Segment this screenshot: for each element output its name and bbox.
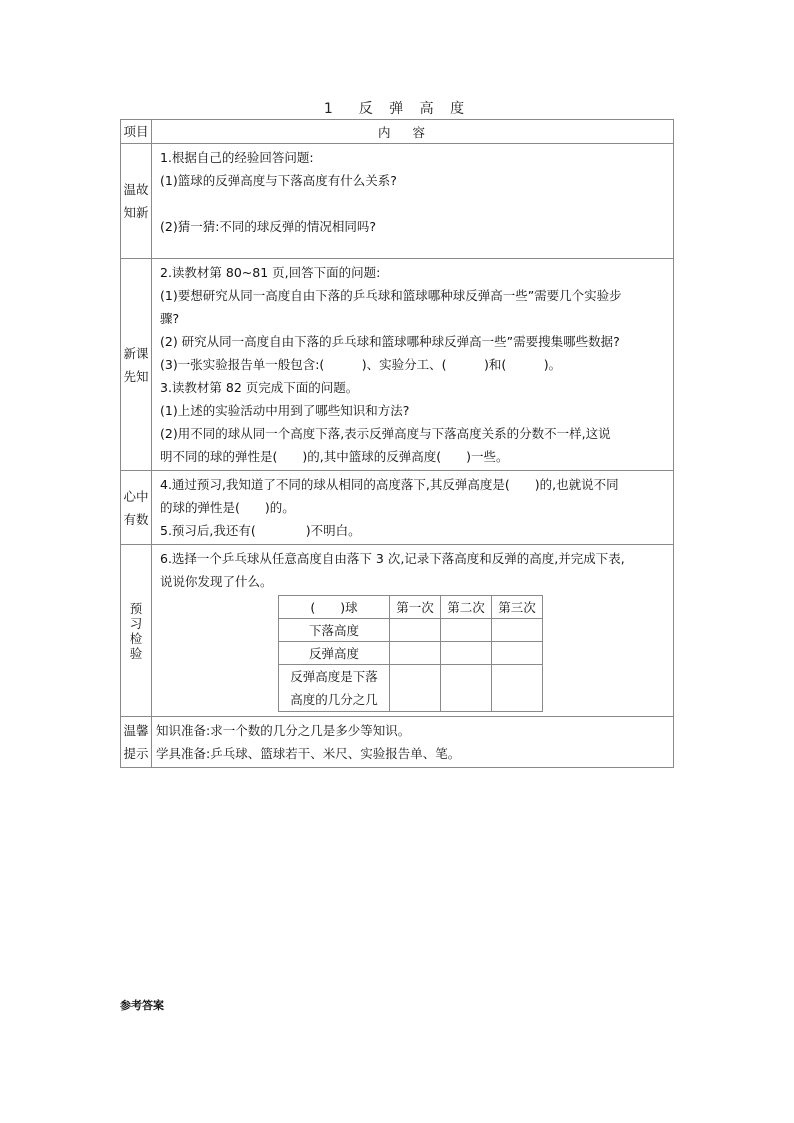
tip-line: 学具准备:乒乓球、篮球若干、米尺、实验报告单、笔。 [156, 746, 461, 761]
ball-type-cell[interactable]: ( )球 [279, 596, 390, 619]
section-label: 温馨 提示 [121, 717, 152, 768]
record-row-ratio [279, 665, 543, 712]
record-input-cell[interactable] [390, 642, 441, 665]
section-label: 心中 有数 [121, 471, 152, 545]
record-header-row [279, 596, 543, 619]
header-content: 内容 [152, 120, 674, 144]
table-header-row [121, 120, 674, 144]
section-label: 新课 先知 [121, 259, 152, 471]
record-input-cell[interactable] [492, 619, 543, 642]
trial-2-header: 第二次 [441, 596, 492, 619]
section-preview-test [121, 545, 674, 717]
question-line: 3.读教材第 82 页完成下面的问题。 [160, 380, 359, 395]
document-title: 1 反 弹 高 度 [323, 101, 471, 117]
fill-blank-line[interactable]: 4.通过预习,我知道了不同的球从相同的高度落下,其反弹高度是( )的,也就说不同 [160, 477, 619, 492]
tip-line: 知识准备:求一个数的几分之几是多少等知识。 [156, 723, 411, 738]
record-input-cell[interactable] [441, 665, 492, 712]
fill-blank-line[interactable]: 5.预习后,我还有( )不明白。 [160, 523, 361, 538]
question-line: (1)上述的实验活动中用到了哪些知识和方法? [160, 403, 410, 418]
record-input-cell[interactable] [441, 619, 492, 642]
question-line: (2) 研究从同一高度自由下落的乒乓球和篮球哪种球反弹高一些”需要搜集哪些数据? [160, 334, 620, 349]
record-row-bounce-height [279, 642, 543, 665]
section-new-lesson [121, 259, 674, 471]
section-content [152, 545, 674, 717]
preview-worksheet-table [120, 119, 674, 768]
answer-space[interactable] [160, 192, 673, 215]
section-tips [121, 717, 674, 768]
record-input-cell[interactable] [390, 619, 441, 642]
question-line: 1.根据自己的经验回答问题: [160, 150, 314, 165]
record-input-cell[interactable] [492, 665, 543, 712]
record-input-cell[interactable] [390, 665, 441, 712]
header-item: 项目 [121, 120, 152, 144]
section-content [152, 144, 674, 259]
fill-blank-line[interactable]: (3)一张实验报告单一般包含:( )、实验分工、( )和( )。 [160, 357, 562, 372]
question-line: 2.读教材第 80~81 页,回答下面的问题: [160, 265, 381, 280]
question-line: 骤? [160, 311, 180, 326]
row-label: 反弹高度 [279, 642, 390, 665]
answer-heading: 参考答案 [120, 999, 164, 1012]
question-line: (2)猜一猜:不同的球反弹的情况相同吗? [160, 219, 377, 234]
record-row-drop-height [279, 619, 543, 642]
question-line: 说说你发现了什么。 [160, 574, 273, 589]
trial-1-header: 第一次 [390, 596, 441, 619]
row-label: 下落高度 [279, 619, 390, 642]
section-content [152, 717, 674, 768]
section-self-check [121, 471, 674, 545]
question-line: 6.选择一个乒乓球从任意高度自由落下 3 次,记录下落高度和反弹的高度,并完成下表, [160, 551, 625, 566]
fill-blank-line[interactable]: 明不同的球的弹性是( )的,其中篮球的反弹高度( )一些。 [160, 449, 509, 464]
answer-space[interactable] [160, 238, 673, 256]
section-content [152, 259, 674, 471]
trial-3-header: 第三次 [492, 596, 543, 619]
section-label: 预 习 检 验 [121, 545, 152, 717]
section-review [121, 144, 674, 259]
question-line: (1)篮球的反弹高度与下落高度有什么关系? [160, 173, 397, 188]
question-line: (1)要想研究从同一高度自由下落的乒乓球和篮球哪种球反弹高一些”需要几个实验步 [160, 288, 622, 303]
row-label: 反弹高度是下落 高度的几分之几 [279, 665, 390, 712]
record-input-cell[interactable] [441, 642, 492, 665]
section-label: 温故 知新 [121, 144, 152, 259]
fill-blank-line[interactable]: 的球的弹性是( )的。 [160, 500, 295, 515]
question-line: (2)用不同的球从同一个高度下落,表示反弹高度与下落高度关系的分数不一样,这说 [160, 426, 611, 441]
section-content [152, 471, 674, 545]
experiment-record-table [278, 595, 543, 712]
record-input-cell[interactable] [492, 642, 543, 665]
